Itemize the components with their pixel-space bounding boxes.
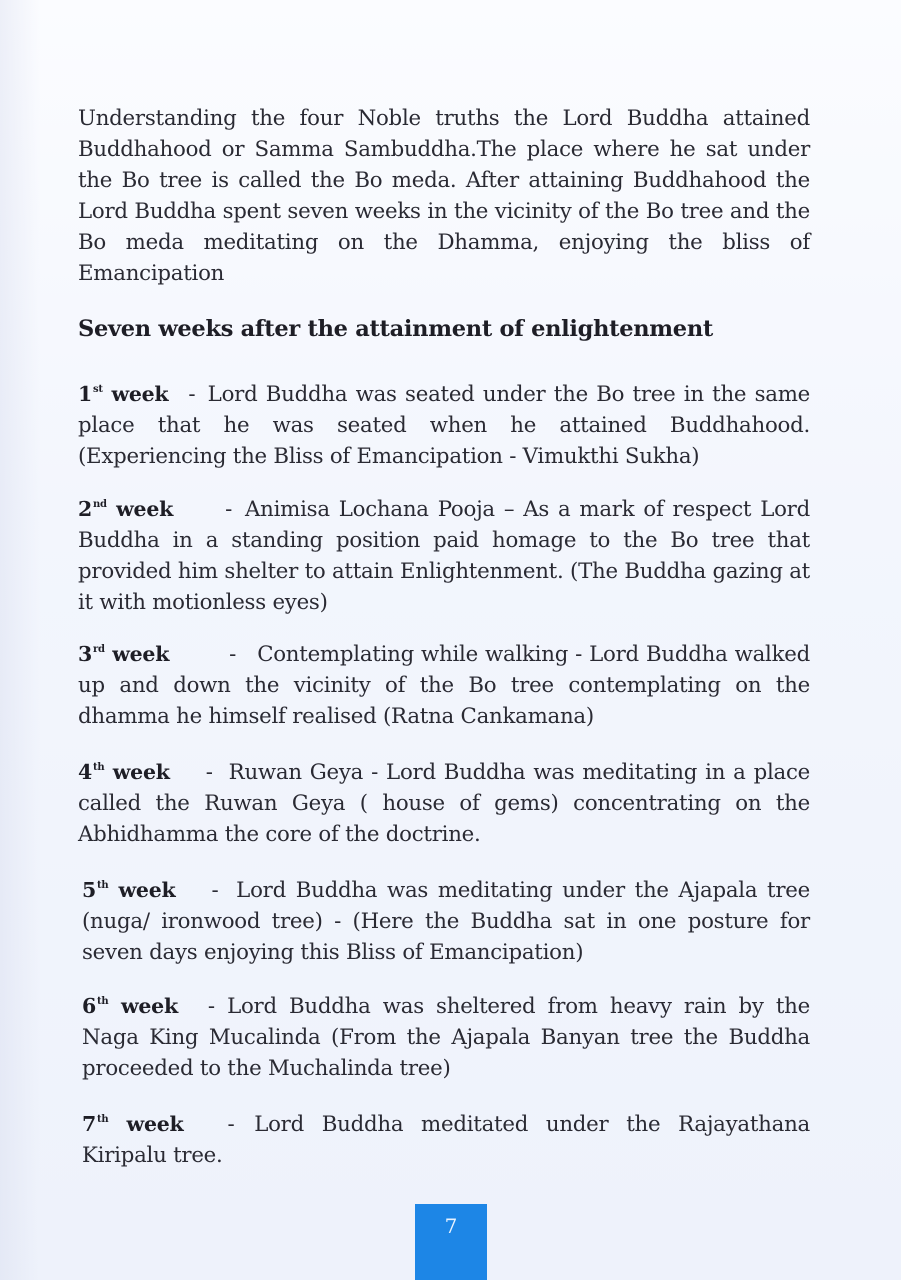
week-description: Contemplating while walking - Lord Buddha walked up and down the vicinity of the Bo tree contemplating on the dhamma he himself realised (Ratna Cankamana) — [78, 642, 810, 729]
week-dash: - — [225, 497, 233, 522]
week-label: 1st week — [78, 382, 169, 406]
week-description: Lord Buddha was seated under the Bo tree in the same place that he was seated when he attained Buddhahood. (Experiencing the Bliss of Emancipation - Vimukthi Sukha) — [78, 382, 811, 469]
week-description: Lord Buddha meditated under the Rajayathana Kiripalu tree. — [82, 1112, 810, 1168]
week-label: 7th week — [82, 1112, 184, 1136]
week-description: Animisa Lochana Pooja – As a mark of respect Lord Buddha in a standing position paid homage to the Bo tree that provided him shelter to attain Enlightenment. (The Buddha gazing at it with motionless eyes) — [78, 497, 810, 615]
week-entry — [78, 489, 810, 618]
week-description: Lord Buddha was meditating under the Ajapala tree (nuga/ ironwood tree) - (Here the Buddha sat in one posture for seven days enjoying this Bliss of Emancipation) — [82, 878, 810, 965]
week-label: 5th week — [82, 878, 176, 902]
week-entry — [82, 870, 810, 968]
week-label: 2nd week — [78, 497, 174, 521]
section-heading: Seven weeks after the attainment of enlightenment — [78, 316, 713, 342]
week-entry — [78, 752, 810, 850]
week-label: 4th week — [78, 760, 170, 784]
week-dash: - — [211, 878, 219, 903]
week-entry — [82, 986, 810, 1084]
week-dash: - — [227, 1112, 235, 1137]
week-description: Ruwan Geya - Lord Buddha was meditating in a place called the Ruwan Geya ( house of gems) concentrating on the Abhidhamma the core of the doctrine. — [78, 760, 811, 847]
week-entry — [78, 374, 810, 472]
intro-paragraph: Understanding the four Noble truths the Lord Buddha attained Buddhahood or Samma Sambuddha.The place where he sat under the Bo tree is called the Bo meda. After attaining Buddhahood the Lord Buddha spent seven weeks in the vicinity of the Bo tree and the Bo meda meditating on the Dhamma, enjoying the bliss of Emancipation — [78, 106, 810, 286]
page-edge-shadow — [0, 0, 40, 1280]
week-entry — [82, 1104, 810, 1171]
week-dash: - — [205, 760, 213, 785]
week-description: Lord Buddha was sheltered from heavy rain by the Naga King Mucalinda (From the Ajapala Banyan tree the Buddha proceeded to the Muchalinda tree) — [82, 994, 810, 1081]
week-dash: - — [207, 994, 215, 1019]
week-dash: - — [229, 642, 237, 667]
page-number-badge: 7 — [415, 1204, 487, 1280]
week-label: 6th week — [82, 994, 178, 1018]
week-dash: - — [188, 382, 196, 407]
week-entry — [78, 634, 810, 732]
week-label: 3rd week — [78, 642, 170, 666]
